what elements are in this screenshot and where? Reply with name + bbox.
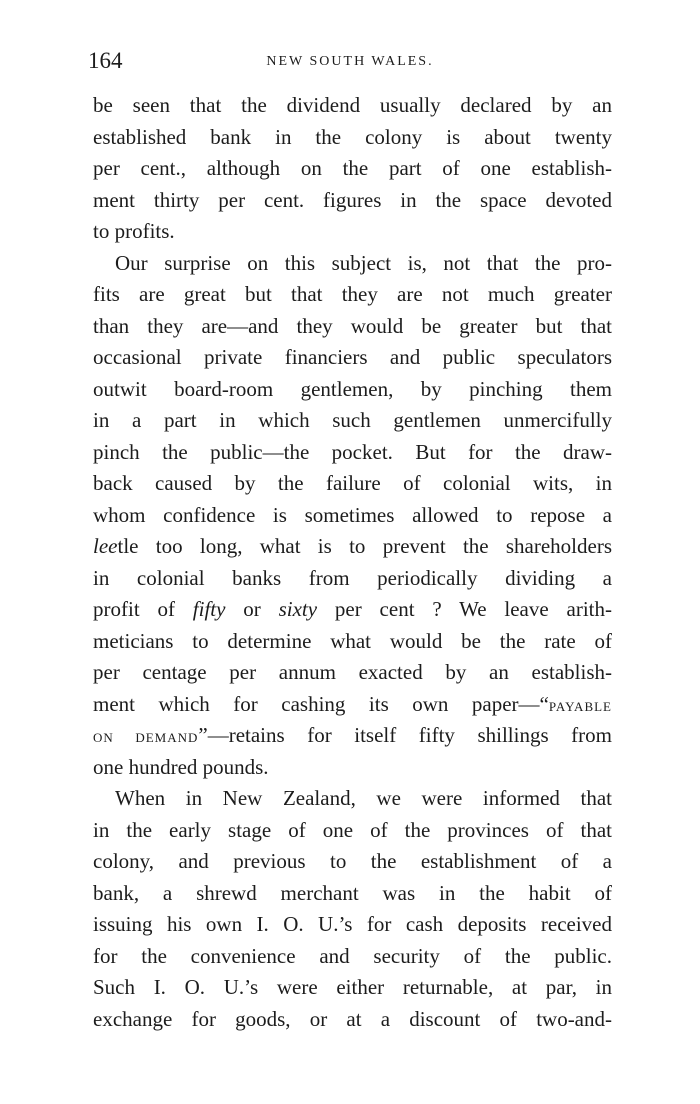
page-number: 164 (88, 48, 123, 73)
italic-text: lee (93, 534, 118, 558)
text-line: established bank in the colony is about twenty (93, 124, 612, 149)
text-segment: tle too long, what is to prevent the shareholders (117, 534, 612, 558)
text-line: meticians to determine what would be the rate of (93, 628, 612, 653)
text-line (93, 594, 612, 626)
text-line: When in New Zealand, we were informed that (115, 786, 612, 810)
running-title: NEW SOUTH WALES. (266, 54, 434, 69)
small-caps-text: ON DEMAND (93, 730, 199, 745)
text-line: in a part in which such gentlemen unmercifully (93, 408, 612, 432)
text-line: ment thirty per cent. figures in the space devoted (93, 187, 612, 212)
text-line: per centage per annum exacted by an establish- (93, 660, 612, 684)
text-line: to profits. (93, 219, 175, 243)
text-line: occasional private financiers and public speculators (93, 345, 612, 369)
text-segment: profit of (93, 597, 193, 621)
text-line: per cent., although on the part of one establish- (93, 156, 612, 180)
italic-text: sixty (278, 597, 318, 621)
text-line: Such I. O. U.’s were either returnable, at par, in (93, 975, 612, 999)
text-segment: ment which for cashing its own paper—“ (93, 691, 549, 716)
text-line: pinch the public—the pocket. But for the draw- (93, 439, 612, 464)
text-line: for the convenience and security of the public. (93, 943, 612, 968)
text-line: outwit board-room gentlemen, by pinching them (93, 376, 612, 401)
small-caps-text: PAYABLE (548, 698, 612, 714)
body-text (93, 90, 612, 1035)
text-line: colony, and previous to the establishment of a (93, 849, 612, 873)
text-segment: per cent ? We leave arith- (317, 597, 612, 621)
page-header (88, 44, 612, 78)
text-line: be seen that the dividend usually declared by an (93, 93, 612, 117)
text-segment: or (225, 597, 279, 621)
text-line (93, 531, 612, 563)
text-line: back caused by the failure of colonial wits, in (93, 471, 612, 495)
text-line: issuing his own I. O. U.’s for cash deposits received (93, 912, 612, 936)
text-line: bank, a shrewd merchant was in the habit of (93, 880, 612, 905)
text-line: one hundred pounds. (93, 754, 269, 779)
text-segment: ”—retains for itself fifty shillings from (198, 723, 612, 747)
text-line: Our surprise on this subject is, not that the pro- (115, 250, 612, 275)
text-line: in the early stage of one of the provinces of that (93, 817, 612, 842)
text-line: in colonial banks from periodically dividing a (93, 565, 612, 590)
italic-text: fifty (192, 597, 226, 621)
text-line (93, 689, 612, 721)
text-line: than they are—and they would be greater but that (93, 313, 612, 338)
text-line (93, 720, 612, 752)
text-line: fits are great but that they are not much greater (93, 282, 612, 306)
text-line: whom confidence is sometimes allowed to repose a (93, 502, 612, 527)
text-line: exchange for goods, or at a discount of two-and- (93, 1006, 612, 1031)
